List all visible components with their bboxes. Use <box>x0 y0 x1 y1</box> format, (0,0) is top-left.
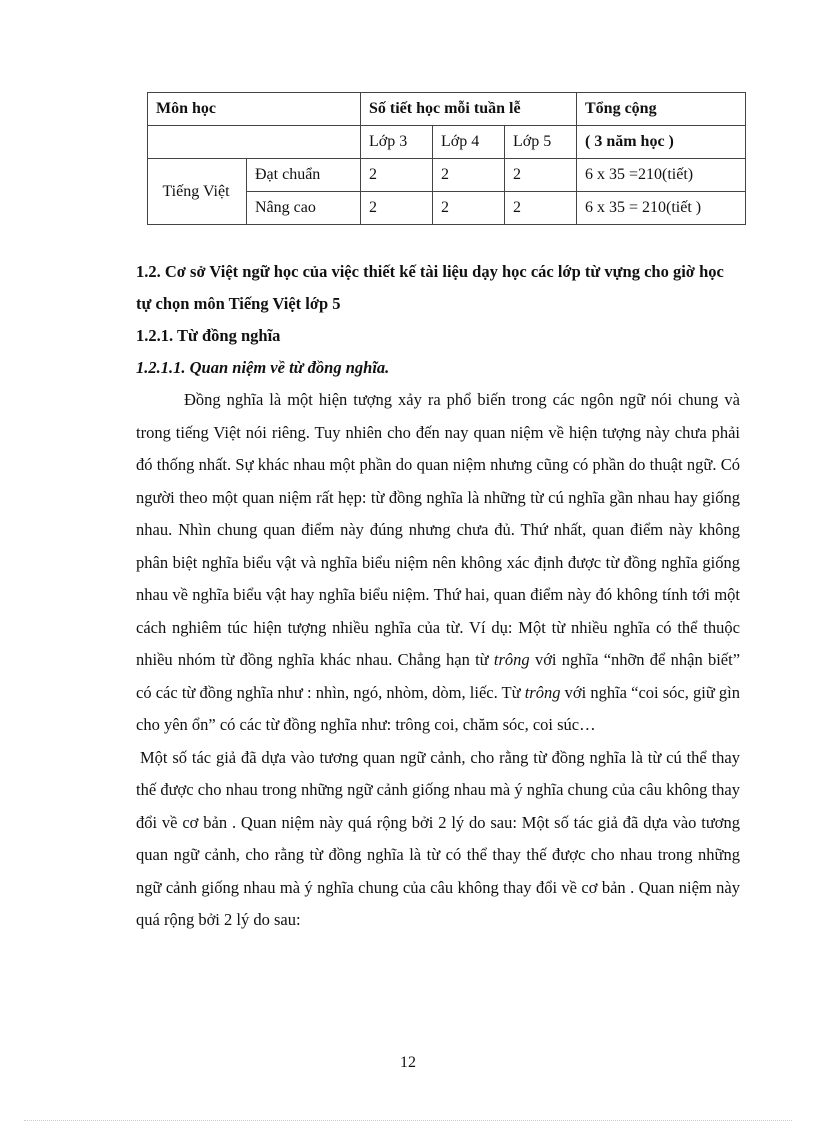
body-paragraph <box>136 384 740 742</box>
section-heading: 1.2. Cơ sở Việt ngữ học của việc thiết kế tài liệu dạy học các lớp từ vựng cho giờ học tự chọn môn Tiếng Việt lớp 5 <box>136 262 724 313</box>
paragraph-text: với nghĩa “nhỡn để nhận biết” có các từ đồng nghĩa như : nhìn, ngó, nhòm, dòm, liếc. Từ <box>136 650 741 702</box>
paragraph-text: với nghĩa “coi sóc, giữ gìn cho yên ổn” có các từ đồng nghĩa như: trông coi, chăm sóc, coi súc… <box>136 682 740 734</box>
lesson-hours-table <box>147 92 746 225</box>
total-cell: 6 x 35 =210(tiết) <box>577 159 746 192</box>
header-per-week: Số tiết học mỗi tuần lễ <box>361 93 577 126</box>
header-subject: Môn học <box>148 93 361 126</box>
italic-term: trông <box>493 650 530 669</box>
header-total: Tổng cộng <box>577 93 746 126</box>
header-grade-5: Lớp 5 <box>505 126 577 159</box>
page-bottom-divider <box>24 1120 792 1121</box>
level-cell: Đạt chuẩn <box>247 159 361 192</box>
grade-cell: 2 <box>505 192 577 225</box>
total-cell: 6 x 35 = 210(tiết ) <box>577 192 746 225</box>
header-empty-cell <box>148 126 361 159</box>
italic-term: trông <box>524 682 561 702</box>
body-paragraph: Một số tác giả đã dựa vào tương quan ngữ cảnh, cho rằng từ đồng nghĩa là từ cú thể thay thế được cho nhau trong những ngữ cảnh giống nhau mà ý nghĩa chung của câu không thay đổi về cơ bản . Quan niệm này quá rộng bởi 2 lý do sau: Một số tác giả đã dựa vào tương quan ngữ cảnh, cho rằng từ đồng nghĩa là từ có thể thay thế được cho nhau trong những ngữ cảnh giống nhau mà ý nghĩa chung của câu không thay đổi về cơ bản . Quan niệm này quá rộng bởi 2 lý do sau: <box>136 747 740 929</box>
header-total-sub: ( 3 năm học ) <box>577 126 746 159</box>
grade-cell: 2 <box>505 159 577 192</box>
paragraph-text: Đồng nghĩa là một hiện tượng xảy ra phổ biến trong các ngôn ngữ nói chung và trong tiếng Việt nói riêng. Tuy nhiên cho đến nay quan niệm về hiện tượng này chưa phải đó thống nhất. Sự khác nhau một phần do quan niệm nhưng cũng có phần do thuật ngữ. Có người theo một quan niệm rất hẹp: từ đồng nghĩa là những từ cú nghĩa gần nhau hay giống nhau. Nhìn chung quan điểm này đúng nhưng chưa đủ. Thứ nhất, quan điểm này không phân biệt nghĩa biểu vật và nghĩa biểu niệm nên không xác định được từ đồng nghĩa giống nhau về nghĩa biểu vật hay nghĩa biểu niệm. Thứ hai, quan điểm này đó không tính tới một cách nghiêm túc hiện tượng nhiều nghĩa của từ. Ví dụ: Một từ nhiều nghĩa có thể thuộc nhiều nhóm từ đồng nghĩa khác nhau. Chẳng hạn từ <box>136 390 740 669</box>
subsubsection-heading: 1.2.1.1. Quan niệm về từ đồng nghĩa. <box>136 358 390 377</box>
table-row <box>148 159 746 192</box>
grade-cell: 2 <box>433 192 505 225</box>
level-cell: Nâng cao <box>247 192 361 225</box>
grade-cell: 2 <box>361 192 433 225</box>
header-grade-4: Lớp 4 <box>433 126 505 159</box>
main-content <box>136 256 740 937</box>
subsection-heading: 1.2.1. Từ đồng nghĩa <box>136 326 281 345</box>
header-grade-3: Lớp 3 <box>361 126 433 159</box>
subject-name: Tiếng Việt <box>148 159 247 225</box>
grade-cell: 2 <box>433 159 505 192</box>
page-number: 12 <box>400 1054 416 1071</box>
grade-cell: 2 <box>361 159 433 192</box>
